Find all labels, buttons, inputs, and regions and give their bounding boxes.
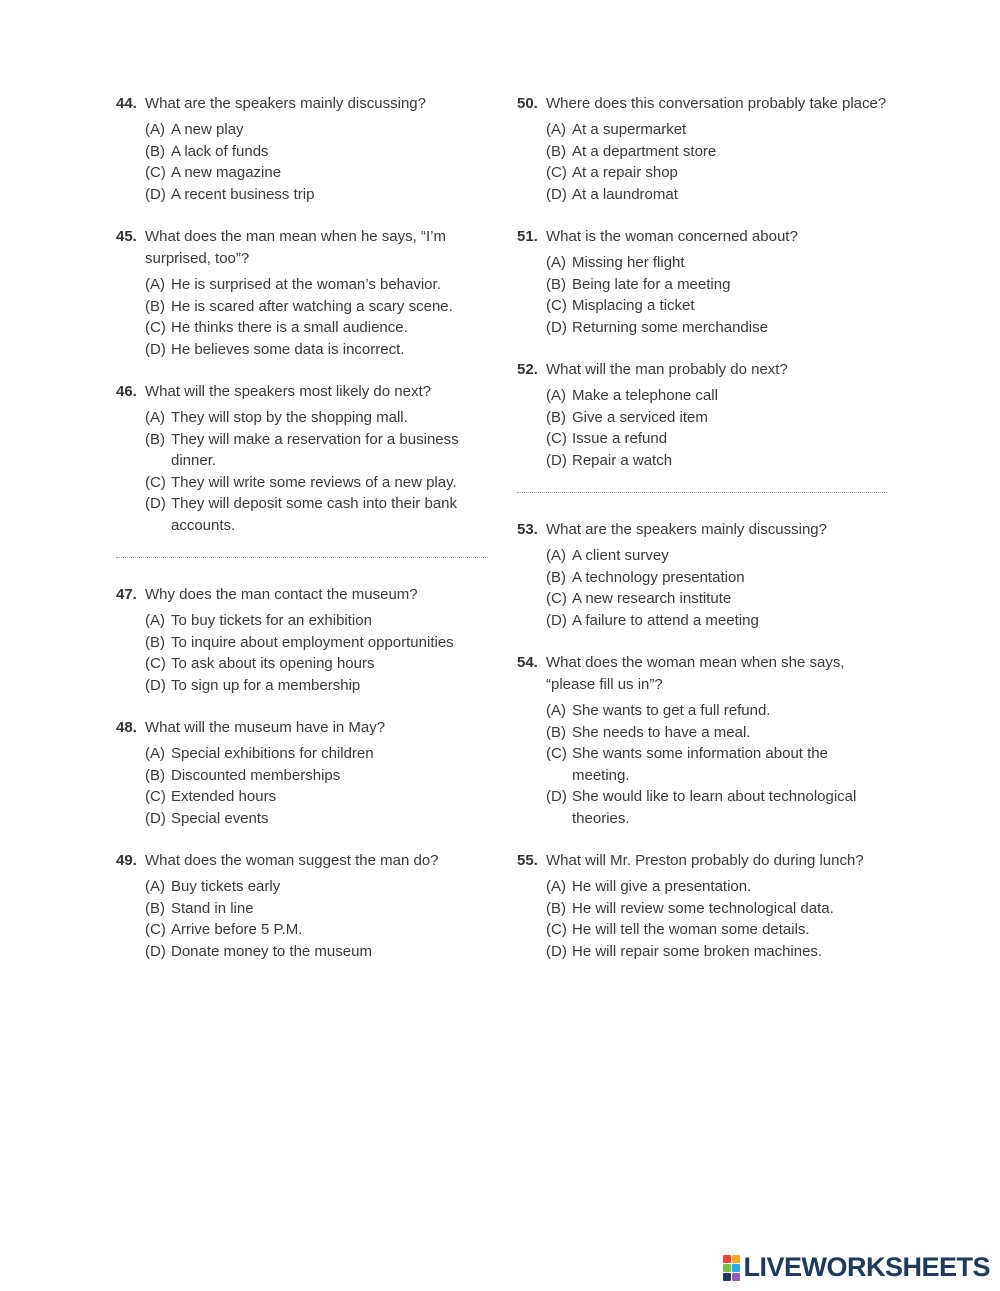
answer-option[interactable]	[546, 295, 887, 317]
option-letter: (A)	[145, 745, 165, 762]
option-text: He will repair some broken machines.	[572, 942, 823, 960]
answer-option[interactable]	[145, 141, 488, 163]
option-letter: (A)	[145, 121, 165, 138]
option-letter: (C)	[145, 788, 166, 805]
logo-block	[732, 1255, 740, 1263]
option-letter: (D)	[546, 611, 567, 629]
option-text: Discounted memberships	[171, 766, 341, 784]
logo-block	[732, 1264, 740, 1272]
question-header	[116, 93, 488, 115]
option-letter: (B)	[145, 430, 165, 448]
option-letter: (D)	[546, 318, 567, 336]
question-header	[517, 93, 887, 115]
answer-option[interactable]	[546, 141, 887, 163]
question-text: What will the museum have in May?	[145, 719, 386, 736]
question-55	[517, 850, 887, 962]
option-letter: (A)	[546, 878, 566, 895]
answer-option[interactable]	[546, 919, 887, 941]
answer-option[interactable]	[145, 429, 488, 472]
logo-blocks-icon	[723, 1255, 740, 1281]
answer-options	[116, 274, 488, 360]
question-number: 46.	[116, 383, 137, 400]
option-letter: (A)	[145, 276, 165, 293]
answer-option[interactable]	[546, 876, 887, 898]
answer-options	[517, 700, 887, 829]
answer-option[interactable]	[546, 119, 887, 141]
option-text: A client survey	[572, 547, 669, 564]
option-text: Returning some merchandise	[572, 318, 768, 336]
option-text: A failure to attend a meeting	[572, 611, 759, 629]
question-text: What will the man probably do next?	[546, 361, 788, 378]
option-letter: (B)	[546, 723, 566, 741]
question-text: What does the man mean when he says, “I’m surprised, too”?	[145, 228, 446, 267]
question-header	[116, 850, 488, 872]
option-letter: (A)	[145, 409, 165, 426]
option-text: A lack of funds	[171, 142, 269, 160]
question-52	[517, 359, 887, 471]
answer-option[interactable]	[145, 786, 488, 808]
option-text: Arrive before 5 P.M.	[171, 921, 303, 938]
answer-option[interactable]	[145, 876, 488, 898]
question-header	[116, 226, 488, 270]
option-letter: (A)	[145, 878, 165, 895]
answer-option[interactable]	[546, 407, 887, 429]
option-letter: (A)	[546, 121, 566, 138]
question-header	[116, 381, 488, 403]
option-letter: (C)	[145, 921, 166, 938]
question-51	[517, 226, 887, 338]
option-text: Make a telephone call	[572, 387, 718, 404]
question-48	[116, 717, 488, 829]
option-text: Being late for a meeting	[572, 275, 731, 293]
answer-option[interactable]	[145, 162, 488, 184]
option-text: She wants to get a full refund.	[572, 702, 771, 719]
answer-option[interactable]	[145, 632, 488, 654]
question-header	[517, 226, 887, 248]
option-letter: (C)	[546, 921, 567, 938]
option-text: They will write some reviews of a new play.	[171, 473, 457, 491]
option-text: Give a serviced item	[572, 408, 708, 426]
answer-option[interactable]	[145, 765, 488, 787]
brand-text: LIVEWORKSHEETS	[743, 1252, 990, 1282]
option-letter: (D)	[145, 340, 166, 358]
answer-option[interactable]	[145, 610, 488, 632]
question-number: 54.	[517, 654, 538, 671]
logo-block	[723, 1255, 731, 1263]
answer-option[interactable]	[546, 700, 887, 722]
question-53	[517, 519, 887, 631]
option-text: She would like to learn about technological theories.	[572, 788, 857, 827]
option-text: Issue a refund	[572, 430, 668, 447]
option-letter: (D)	[546, 451, 567, 469]
option-text: She wants some information about the meeting.	[572, 745, 828, 784]
question-text: Why does the man contact the museum?	[145, 586, 418, 603]
option-text: He is surprised at the woman’s behavior.	[171, 276, 441, 293]
question-46	[116, 381, 488, 536]
option-text: She needs to have a meal.	[572, 723, 751, 741]
option-letter: (B)	[145, 766, 165, 784]
question-text: What is the woman concerned about?	[546, 228, 798, 245]
left-question-column	[116, 93, 488, 983]
option-letter: (A)	[546, 702, 566, 719]
dotted-divider	[517, 492, 887, 493]
option-letter: (A)	[145, 612, 165, 629]
question-header	[517, 359, 887, 381]
answer-option[interactable]	[546, 317, 887, 339]
option-text: At a department store	[572, 142, 717, 160]
option-letter: (D)	[145, 185, 166, 203]
option-letter: (B)	[546, 142, 566, 160]
answer-options	[517, 385, 887, 471]
question-text: What are the speakers mainly discussing?	[546, 521, 827, 538]
option-letter: (C)	[145, 655, 166, 672]
option-letter: (D)	[145, 809, 166, 827]
answer-option[interactable]	[145, 274, 488, 296]
option-letter: (C)	[546, 297, 567, 314]
option-letter: (C)	[546, 164, 567, 181]
answer-option[interactable]	[145, 407, 488, 429]
answer-option[interactable]	[145, 296, 488, 318]
answer-options	[116, 876, 488, 962]
answer-option[interactable]	[546, 428, 887, 450]
option-text: They will deposit some cash into their bank accounts.	[171, 495, 457, 534]
answer-option[interactable]	[145, 675, 488, 697]
option-text: A technology presentation	[572, 568, 745, 586]
answer-option[interactable]	[546, 588, 887, 610]
option-letter: (C)	[546, 590, 567, 607]
option-text: Extended hours	[171, 788, 277, 805]
question-number: 52.	[517, 361, 538, 378]
question-text: What are the speakers mainly discussing?	[145, 95, 426, 112]
answer-option[interactable]	[546, 252, 887, 274]
option-letter: (C)	[145, 164, 166, 181]
question-54	[517, 652, 887, 829]
option-text: A recent business trip	[171, 185, 315, 203]
option-letter: (A)	[546, 547, 566, 564]
option-text: Stand in line	[171, 899, 254, 917]
question-text: Where does this conversation probably take place?	[546, 95, 887, 112]
question-header	[517, 652, 887, 696]
option-letter: (B)	[145, 899, 165, 917]
option-text: They will stop by the shopping mall.	[171, 409, 408, 426]
question-header	[517, 519, 887, 541]
answer-option[interactable]	[546, 274, 887, 296]
option-letter: (B)	[546, 568, 566, 586]
option-text: At a supermarket	[572, 121, 687, 138]
answer-options	[116, 610, 488, 696]
answer-option[interactable]	[546, 184, 887, 206]
answer-option[interactable]	[145, 941, 488, 963]
question-text: What will Mr. Preston probably do during lunch?	[546, 852, 864, 869]
option-letter: (C)	[145, 473, 166, 491]
question-number: 45.	[116, 228, 137, 245]
option-text: He will give a presentation.	[572, 878, 752, 895]
logo-block	[732, 1273, 740, 1281]
answer-option[interactable]	[145, 317, 488, 339]
answer-option[interactable]	[546, 385, 887, 407]
answer-option[interactable]	[145, 898, 488, 920]
answer-option[interactable]	[145, 493, 488, 536]
answer-option[interactable]	[546, 545, 887, 567]
question-text: What does the woman mean when she says, “please fill us in”?	[546, 654, 845, 693]
right-question-column	[517, 93, 887, 983]
answer-option[interactable]	[145, 119, 488, 141]
option-letter: (B)	[145, 297, 165, 315]
option-text: At a repair shop	[572, 164, 678, 181]
question-header	[116, 717, 488, 739]
option-letter: (B)	[145, 142, 165, 160]
option-text: Special events	[171, 809, 269, 827]
option-letter: (D)	[546, 185, 567, 203]
answer-options	[517, 252, 887, 338]
option-letter: (A)	[546, 387, 566, 404]
question-number: 48.	[116, 719, 137, 736]
question-number: 44.	[116, 95, 137, 112]
answer-options	[517, 545, 887, 631]
option-letter: (D)	[546, 942, 567, 960]
option-text: He will tell the woman some details.	[572, 921, 810, 938]
question-50	[517, 93, 887, 205]
question-number: 55.	[517, 852, 538, 869]
option-letter: (D)	[546, 788, 567, 805]
answer-option[interactable]	[145, 808, 488, 830]
option-text: They will make a reservation for a business dinner.	[171, 430, 459, 469]
answer-option[interactable]	[546, 898, 887, 920]
liveworksheets-logo[interactable]	[723, 1252, 990, 1283]
answer-option[interactable]	[145, 472, 488, 494]
answer-options	[116, 119, 488, 205]
question-text: What will the speakers most likely do next?	[145, 383, 431, 400]
option-text: Missing her flight	[572, 254, 685, 271]
option-text: Donate money to the museum	[171, 942, 372, 960]
option-text: Special exhibitions for children	[171, 745, 374, 762]
question-44	[116, 93, 488, 205]
answer-options	[517, 876, 887, 962]
option-text: He will review some technological data.	[572, 899, 834, 917]
answer-option[interactable]	[546, 567, 887, 589]
option-letter: (A)	[546, 254, 566, 271]
option-text: To sign up for a membership	[171, 676, 361, 694]
option-text: A new magazine	[171, 164, 282, 181]
question-49	[116, 850, 488, 962]
option-text: Repair a watch	[572, 451, 673, 469]
answer-option[interactable]	[546, 162, 887, 184]
option-text: To ask about its opening hours	[171, 655, 375, 672]
option-text: Buy tickets early	[171, 878, 281, 895]
answer-option[interactable]	[546, 610, 887, 632]
answer-option[interactable]	[145, 919, 488, 941]
option-letter: (D)	[145, 676, 166, 694]
option-letter: (C)	[145, 319, 166, 336]
answer-option[interactable]	[546, 450, 887, 472]
answer-options	[517, 119, 887, 205]
option-letter: (B)	[546, 275, 566, 293]
option-text: He believes some data is incorrect.	[171, 340, 405, 358]
option-text: A new play	[171, 121, 244, 138]
option-letter: (B)	[546, 899, 566, 917]
option-letter: (C)	[546, 430, 567, 447]
answer-options	[116, 407, 488, 536]
answer-options	[116, 743, 488, 829]
answer-option[interactable]	[145, 653, 488, 675]
answer-option[interactable]	[145, 184, 488, 206]
dotted-divider	[116, 557, 488, 558]
question-number: 53.	[517, 521, 538, 538]
answer-option[interactable]	[546, 722, 887, 744]
answer-option[interactable]	[145, 339, 488, 361]
question-45	[116, 226, 488, 360]
option-text: To buy tickets for an exhibition	[171, 612, 372, 629]
logo-block	[723, 1273, 731, 1281]
option-letter: (B)	[145, 633, 165, 651]
question-number: 50.	[517, 95, 538, 112]
option-letter: (D)	[145, 942, 166, 960]
option-text: Misplacing a ticket	[572, 297, 695, 314]
option-text: He thinks there is a small audience.	[171, 319, 408, 336]
question-47	[116, 584, 488, 696]
option-text: At a laundromat	[572, 185, 678, 203]
question-header	[116, 584, 488, 606]
question-text: What does the woman suggest the man do?	[145, 852, 439, 869]
option-letter: (B)	[546, 408, 566, 426]
question-header	[517, 850, 887, 872]
option-letter: (C)	[546, 745, 567, 762]
option-text: He is scared after watching a scary scene.	[171, 297, 453, 315]
answer-option[interactable]	[145, 743, 488, 765]
logo-block	[723, 1264, 731, 1272]
question-number: 47.	[116, 586, 137, 603]
answer-option[interactable]	[546, 786, 887, 829]
option-text: A new research institute	[572, 590, 732, 607]
option-letter: (D)	[145, 495, 166, 512]
question-number: 49.	[116, 852, 137, 869]
question-number: 51.	[517, 228, 538, 245]
answer-option[interactable]	[546, 941, 887, 963]
answer-option[interactable]	[546, 743, 887, 786]
option-text: To inquire about employment opportunities	[171, 633, 454, 651]
